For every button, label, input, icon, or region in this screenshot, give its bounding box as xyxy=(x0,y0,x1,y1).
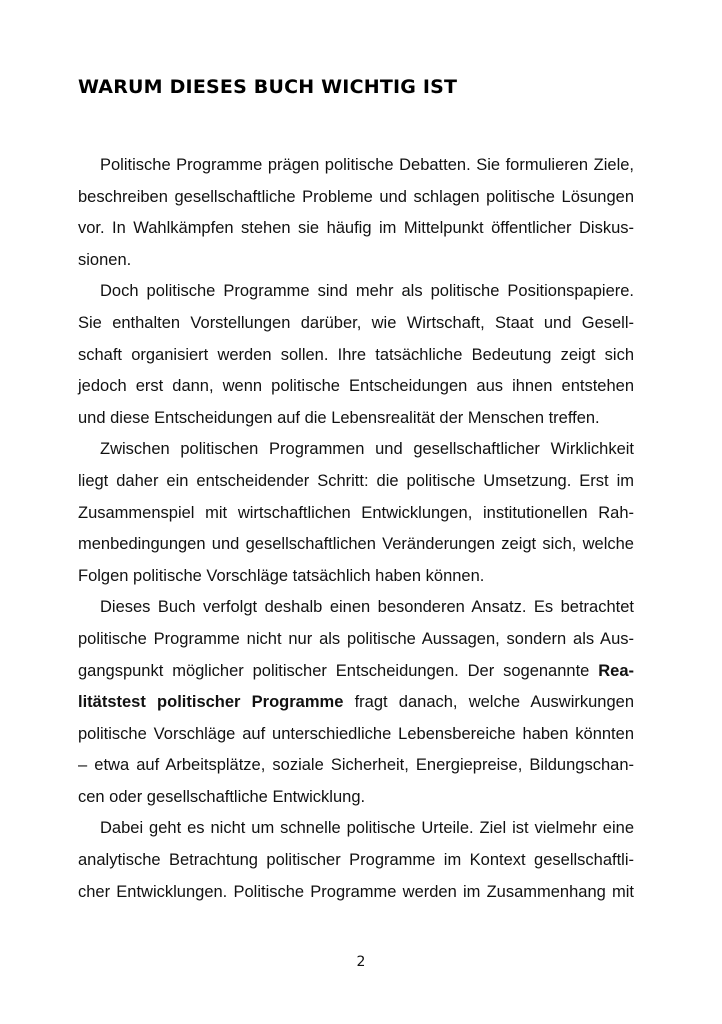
text-line: schaft organisiert werden sollen. Ihre tatsächliche Bedeutung zeigt sich xyxy=(78,345,634,364)
text-line: cher Entwicklungen. Politische Programme werden im Zusammenhang mit xyxy=(78,882,634,901)
text-line: Sie enthalten Vorstellungen darüber, wie Wirtschaft, Staat und Gesell- xyxy=(78,313,634,332)
text-line: sionen. xyxy=(78,250,132,269)
page-number: 2 xyxy=(356,954,366,970)
text-line: Doch politische Programme sind mehr als politische Positionspapiere. xyxy=(100,282,634,301)
text-line: jedoch erst dann, wenn politische Entscheidungen aus ihnen entstehen xyxy=(78,377,634,396)
text-line: politische Programme nicht nur als politische Aussagen, sondern als Aus- xyxy=(78,629,634,648)
text-line: Zusammenspiel mit wirtschaftlichen Entwicklungen, institutionellen Rah- xyxy=(78,503,634,522)
text-line: cen oder gesellschaftliche Entwicklung. xyxy=(78,787,366,806)
paragraph-2 xyxy=(78,276,634,434)
text-line: menbedingungen und gesellschaftlichen Veränderungen zeigt sich, welche xyxy=(78,535,634,554)
text-line: Dieses Buch verfolgt deshalb einen besonderen Ansatz. Es betrachtet xyxy=(100,598,634,617)
paragraph-5 xyxy=(78,813,634,908)
emphasis-term: litätstest politischer Programme xyxy=(78,693,344,712)
text-line: Dabei geht es nicht um schnelle politische Urteile. Ziel ist vielmehr eine xyxy=(100,819,634,838)
body-text xyxy=(78,150,634,908)
text-line: und diese Entscheidungen auf die Lebensrealität der Menschen treffen. xyxy=(78,408,600,427)
page-title: WARUM DIESES BUCH WICHTIG IST xyxy=(78,76,458,98)
text-line: – etwa auf Arbeitsplätze, soziale Sicherheit, Energiepreise, Bildungschan- xyxy=(78,756,634,775)
paragraph-3 xyxy=(78,434,634,592)
text-line: analytische Betrachtung politischer Programme im Kontext gesellschaftli- xyxy=(78,851,634,870)
emphasis-term: Rea- xyxy=(598,661,634,680)
text-line xyxy=(78,687,634,719)
text-line: Folgen politische Vorschläge tatsächlich haben können. xyxy=(78,566,485,585)
text-segment: gangspunkt möglicher politischer Entscheidungen. Der sogenannte xyxy=(78,661,599,680)
text-line: Politische Programme prägen politische Debatten. Sie formulieren Ziele, xyxy=(100,156,634,174)
text-segment: fragt danach, welche Auswirkungen xyxy=(343,693,634,712)
text-line: vor. In Wahlkämpfen stehen sie häufig im Mittelpunkt öffentlicher Diskus- xyxy=(78,219,634,238)
text-line: beschreiben gesellschaftliche Probleme und schlagen politische Lösungen xyxy=(78,187,634,206)
paragraph-4 xyxy=(78,592,634,813)
text-line xyxy=(78,656,634,688)
paragraph-1 xyxy=(78,150,634,276)
text-line: politische Vorschläge auf unterschiedliche Lebensbereiche haben könnten xyxy=(78,724,634,743)
text-line: liegt daher ein entscheidender Schritt: die politische Umsetzung. Erst im xyxy=(78,471,634,490)
text-line: Zwischen politischen Programmen und gesellschaftlicher Wirklichkeit xyxy=(100,440,634,459)
